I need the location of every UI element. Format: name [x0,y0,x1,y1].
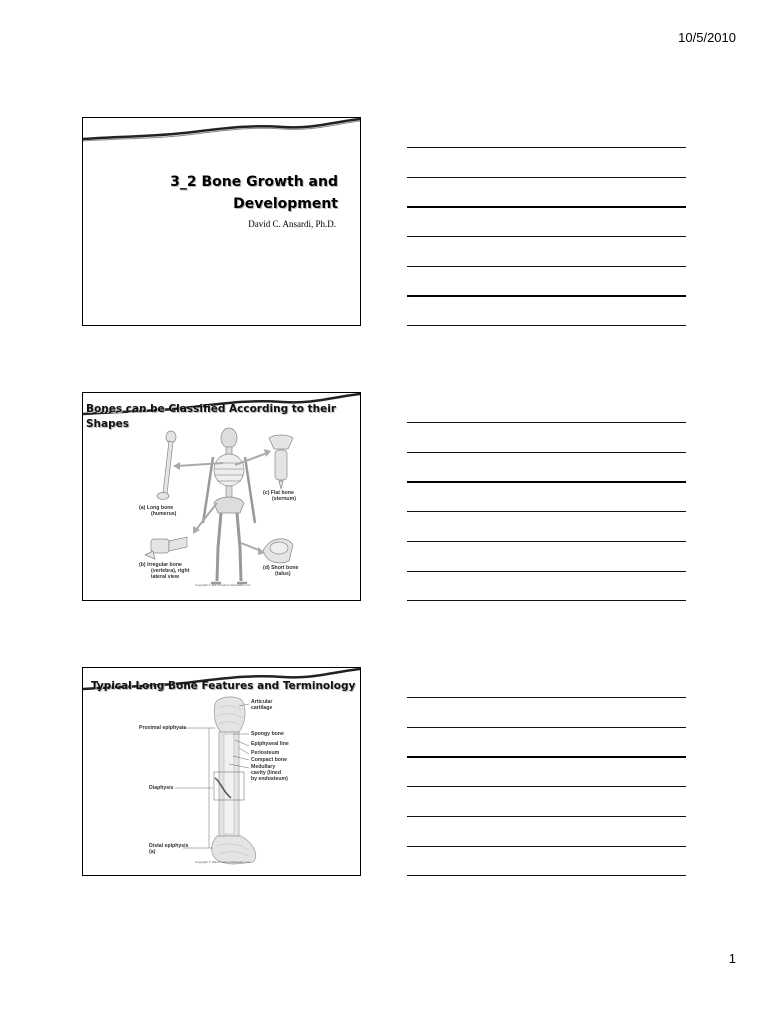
sternum-bone [269,435,293,489]
slide-wave-decoration [83,118,360,148]
slide-1 [82,117,361,326]
note-line [407,727,686,728]
copyright-note: Copyright © 2010 Pearson Education, Inc. [195,860,252,864]
note-line [407,571,686,572]
note-line [407,177,686,178]
label-distal-epiphysis: Distal epiphysis (a) [149,843,189,855]
slide-2 [82,392,361,601]
label-proximal-epiphysis: Proximal epiphysis [139,725,187,731]
talus-bone [263,539,293,563]
slide-title [170,171,338,215]
humerus-bone [157,431,176,500]
skeleton-figure [203,428,255,583]
note-line [407,266,686,267]
note-line [407,295,686,297]
note-line [407,697,686,698]
note-line [407,600,686,601]
label-articular-cartilage: Articular cartilage [251,699,273,711]
slide-title-line-1: 3_2 Bone Growth and [170,174,338,190]
note-line [407,236,686,237]
label-periosteum: Periosteum [251,750,280,756]
note-line [407,147,686,148]
note-line [407,875,686,876]
label-diaphysis: Diaphysis [149,785,174,791]
note-line [407,541,686,542]
note-line [407,481,686,483]
label-irregular-bone: (b) Irregular bone (vertebra), right lateral view [139,562,190,580]
slide-title-line-1: Bones can be Classified According to their [86,403,337,415]
note-line [407,452,686,453]
note-line [407,511,686,512]
slide-3 [82,667,361,876]
vertebra-bone [145,537,187,559]
label-flat-bone: (c) Flat bone (sternum) [263,490,296,502]
note-line [407,422,686,423]
copyright-note: Copyright © 2010 Pearson Education, Inc. [195,583,252,587]
note-line [407,786,686,787]
note-line [407,846,686,847]
label-compact-bone: Compact bone [251,757,288,763]
slide-title: Typical Long Bone Features and Terminology [91,680,356,692]
note-line [407,206,686,208]
label-short-bone: (d) Short bone (talus) [263,565,299,577]
note-line [407,816,686,817]
note-line [407,325,686,326]
page-number: 1 [728,951,736,966]
bone-shapes-illustration [83,393,360,600]
slide-title-line-2: Development [233,196,338,212]
slide-author: David C. Ansardi, Ph.D. [248,219,336,229]
slide-title-line-2: Shapes [86,418,130,430]
label-medullary-cavity: Medullary cavity (lined by endosteum) [251,764,288,782]
long-bone-diagram [83,668,360,875]
page-date: 10/5/2010 [678,30,736,45]
label-epiphyseal-line: Epiphyseal line [251,741,289,747]
label-spongy-bone: Spongy bone [251,731,284,737]
note-line [407,756,686,758]
label-long-bone: (a) Long bone (humerus) [139,505,177,517]
